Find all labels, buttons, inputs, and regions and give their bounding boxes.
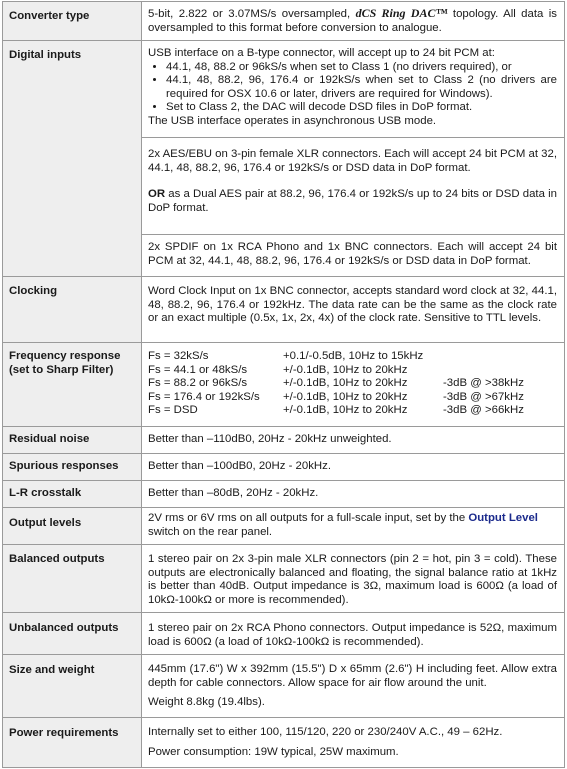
value-balanced-outputs: 1 stereo pair on 2x 3-pin male XLR connectors (pin 2 = hot, pin 3 = cold). These outputs are electronically balanced and floating, the signal balance ratio at 1kHz is better than 40dB. Output impedance is 3Ω, maximum load is 600Ω (a load of 10kΩ-100kΩ or more is recommended). xyxy=(142,545,565,613)
output-level-switch-name: Output Level xyxy=(468,512,538,524)
label-converter-type: Converter type xyxy=(3,2,142,41)
row-residual-noise xyxy=(3,427,565,454)
freq-fs: Fs = 88.2 or 96kS/s xyxy=(148,377,248,389)
row-clocking xyxy=(3,277,565,343)
dual-aes-text xyxy=(148,188,557,215)
freq-line xyxy=(148,404,557,418)
usb-bullet: • 44.1, 48, 88.2, 96, 176.4 or 192kS/s when set to Class 2 (no drivers are required for OSX 10.6 or later, drivers are required for Windows). xyxy=(166,74,557,101)
freq-minus3: -3dB @ >38kHz xyxy=(443,377,524,389)
label-spurious-responses: Spurious responses xyxy=(3,454,142,481)
power-consumption-text: Power consumption: 19W typical, 25W maximum. xyxy=(148,745,399,758)
usb-bullet: • Set to Class 2, the DAC will decode DSD files in DoP format. xyxy=(166,101,557,115)
freq-line xyxy=(148,350,557,364)
converter-text-post: topology. All data is oversampled to this format before conversion to analogue. xyxy=(148,8,557,34)
freq-resp: +/-0.1dB, 10Hz to 20kHz xyxy=(283,363,408,376)
freq-minus3 xyxy=(443,350,557,364)
size-text: 445mm (17.6") W x 392mm (15.5") D x 65mm (2.6") H including feet. Allow extra depth for cable connectors. Allow space for air flow around the unit. xyxy=(148,663,557,689)
value-unbalanced-outputs: 1 stereo pair on 2x RCA Phono connectors. Output impedance is 52Ω, maximum load is 600Ω (a load of 10kΩ-100kΩ is recommended). xyxy=(142,613,565,655)
freq-fs: Fs = DSD xyxy=(148,404,198,416)
row-power-requirements xyxy=(3,718,565,768)
freq-fs: Fs = 176.4 or 192kS/s xyxy=(148,390,260,403)
freq-line xyxy=(148,364,557,378)
value-spurious-responses: Better than –100dB0, 20Hz - 20kHz. xyxy=(142,454,565,481)
freq-minus3: -3dB @ >66kHz xyxy=(443,404,524,416)
value-spdif-input: 2x SPDIF on 1x RCA Phono and 1x BNC connectors. Each will accept 24 bit PCM at 32, 44.1, 48, 88.2, 96, 176.4 or 192kS/s or DSD data in DoP format. xyxy=(142,235,565,277)
dual-aes-rest: as a Dual AES pair at 88.2, 96, 176.4 or 192kS/s up to 24 bits or DSD data in DoP format. xyxy=(148,188,557,214)
frequency-response-table xyxy=(148,350,557,418)
freq-line xyxy=(148,377,557,391)
value-usb-input xyxy=(142,41,565,138)
row-unbalanced-outputs xyxy=(3,613,565,655)
value-clocking: Word Clock Input on 1x BNC connector, accepts standard word clock at 32, 44.1, 48, 88.2, 96, 176.4 or 192kHz. The data rate can be the same as the clock rate or an exact multiple (0.5x, 1x, 2x, 4x) of the clock rate. Sensitive to TTL levels. xyxy=(142,277,565,343)
value-residual-noise: Better than –110dB0, 20Hz - 20kHz unweighted. xyxy=(142,427,565,454)
row-spurious-responses xyxy=(3,454,565,481)
freq-resp: +/-0.1dB, 10Hz to 20kHz xyxy=(283,377,408,389)
usb-bullet: • 44.1, 48, 88.2 or 96kS/s when set to Class 1 (no drivers required), or xyxy=(166,61,557,75)
freq-fs: Fs = 44.1 or 48kS/s xyxy=(148,363,248,376)
row-crosstalk xyxy=(3,481,565,508)
freq-resp: +/-0.1dB, 10Hz to 20kHz xyxy=(283,404,408,416)
output-levels-post: switch on the rear panel. xyxy=(148,525,273,538)
value-aes-input xyxy=(142,138,565,235)
value-converter-type xyxy=(142,2,565,41)
label-clocking: Clocking xyxy=(3,277,142,343)
freq-resp: +/-0.1dB, 10Hz to 20kHz xyxy=(283,390,408,403)
dual-aes-or: OR xyxy=(148,188,166,200)
row-size-weight xyxy=(3,655,565,718)
row-output-levels xyxy=(3,508,565,545)
usb-intro: USB interface on a B-type connector, will accept up to 24 bit PCM at: xyxy=(148,47,495,59)
freq-resp: +0.1/-0.5dB, 10Hz to 15kHz xyxy=(283,350,424,362)
label-residual-noise: Residual noise xyxy=(3,427,142,454)
row-digital-inputs xyxy=(3,41,565,138)
row-frequency-response xyxy=(3,343,565,427)
label-digital-inputs: Digital inputs xyxy=(3,41,142,277)
freq-line xyxy=(148,391,557,405)
label-output-levels: Output levels xyxy=(3,508,142,545)
freq-fs: Fs = 32kS/s xyxy=(148,350,209,362)
usb-bullet-list xyxy=(148,61,557,115)
converter-text-pre: 5-bit, 2.822 or 3.07MS/s oversampled, xyxy=(148,8,356,20)
value-size-weight xyxy=(142,655,565,718)
value-crosstalk: Better than –80dB, 20Hz - 20kHz. xyxy=(142,481,565,508)
aes-text: 2x AES/EBU on 3-pin female XLR connectors. Each will accept 24 bit PCM at 32, 44.1, 48, 88.2, 96, 176.4 or 192kS/s or DSD data in DoP format. xyxy=(148,148,558,174)
specifications-table xyxy=(2,1,565,768)
label-power-requirements: Power requirements xyxy=(3,718,142,768)
label-size-weight: Size and weight xyxy=(3,655,142,718)
ring-dac-brand: dCS Ring DAC™ xyxy=(355,6,448,20)
row-balanced-outputs xyxy=(3,545,565,613)
weight-text: Weight 8.8kg (19.4lbs). xyxy=(148,696,265,708)
label-unbalanced-outputs: Unbalanced outputs xyxy=(3,613,142,655)
row-converter-type xyxy=(3,2,565,41)
label-balanced-outputs: Balanced outputs xyxy=(3,545,142,613)
freq-minus3 xyxy=(443,364,557,378)
value-power-requirements xyxy=(142,718,565,768)
usb-outro: The USB interface operates in asynchronous USB mode. xyxy=(148,114,437,127)
value-frequency-response xyxy=(142,343,565,427)
freq-minus3: -3dB @ >67kHz xyxy=(443,390,524,403)
label-frequency-response: Frequency response (set to Sharp Filter) xyxy=(3,343,142,427)
label-crosstalk: L-R crosstalk xyxy=(3,481,142,508)
value-output-levels xyxy=(142,508,565,545)
power-text: Internally set to either 100, 115/120, 220 or 230/240V A.C., 49 – 62Hz. xyxy=(148,726,503,738)
output-levels-pre: 2V rms or 6V rms on all outputs for a full-scale input, set by the xyxy=(148,512,469,524)
